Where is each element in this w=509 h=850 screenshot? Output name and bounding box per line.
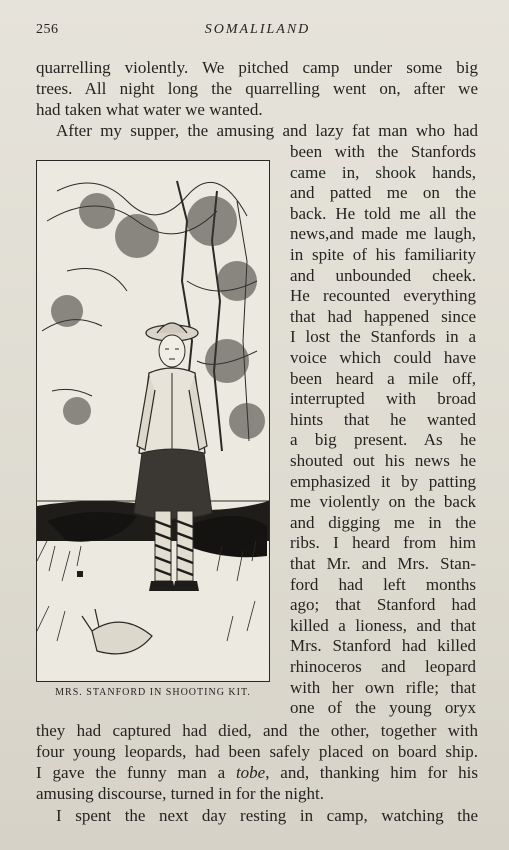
column-text-line: I lost the Stanfords in a <box>290 327 476 347</box>
text-line: they had captured had died, and the other, together with <box>36 721 478 740</box>
column-text-line: ford had left months <box>290 574 476 594</box>
page-number: 256 <box>36 22 59 37</box>
text-segment: , and, thanking him for his <box>265 763 478 782</box>
column-text-line: Mrs. Stanford had killed <box>290 636 476 656</box>
column-text-line: came in, shook hands, <box>290 162 476 182</box>
figure-caption: MRS. STANFORD IN SHOOTING KIT. <box>55 687 251 698</box>
text-line: quarrelling violently. We pitched camp under some big <box>36 58 478 77</box>
column-text-line: that had happened since <box>290 306 476 326</box>
column-text-line: been heard a mile off, <box>290 368 476 388</box>
column-text-line: rhinoceros and leopard <box>290 657 476 676</box>
column-text-line: ago; that Stanford had <box>290 595 476 615</box>
italic-word-tobe: tobe <box>235 763 266 782</box>
text-line: After my supper, the amusing and lazy fat man who had <box>56 121 478 140</box>
column-text-line: with her own rifle; that <box>290 677 476 697</box>
illustration-frame <box>36 160 270 682</box>
column-text-line: killed a lioness, and that <box>290 615 476 635</box>
column-text-line: ribs. I heard from him <box>290 533 476 553</box>
running-head: SOMALILAND <box>204 22 311 37</box>
text-line <box>36 763 478 783</box>
column-text-line: voice which could have <box>290 348 476 367</box>
column-text-line: one of the young oryx <box>290 698 476 718</box>
column-text-line: hints that he wanted <box>290 409 476 429</box>
text-line: I spent the next day resting in camp, watching the <box>56 806 478 825</box>
text-line: four young leopards, had been safely placed on board ship. <box>36 742 478 761</box>
column-text-line: a big present. As he <box>290 430 476 450</box>
column-text-line: me violently on the back <box>290 492 476 512</box>
column-text-line: He recounted everything <box>290 286 476 306</box>
column-text-line: emphasized it by patting <box>290 471 476 491</box>
woman-in-shooting-kit-illustration <box>37 161 269 681</box>
page-header <box>36 22 479 42</box>
column-text-line: news,and made me laugh, <box>290 224 476 244</box>
text-line: had taken what water we wanted. <box>36 100 263 119</box>
column-text-line: in spite of his familiarity <box>290 245 476 264</box>
column-text-line: shouted out his news he <box>290 451 476 470</box>
column-text-line: interrupted with broad <box>290 389 476 409</box>
column-text-line: back. He told me all the <box>290 203 476 223</box>
column-text-line: and unbounded cheek. <box>290 265 476 285</box>
column-text-line: that Mr. and Mrs. Stan- <box>290 554 476 573</box>
column-text-line: been with the Stanfords <box>290 142 476 161</box>
column-text-line: and patted me on the <box>290 183 476 203</box>
text-line: amusing discourse, turned in for the night. <box>36 784 325 803</box>
text-segment: I gave the funny man a <box>36 763 226 782</box>
column-text-line: and digging me in the <box>290 512 476 532</box>
text-line: trees. All night long the quarrelling went on, after we <box>36 79 478 98</box>
